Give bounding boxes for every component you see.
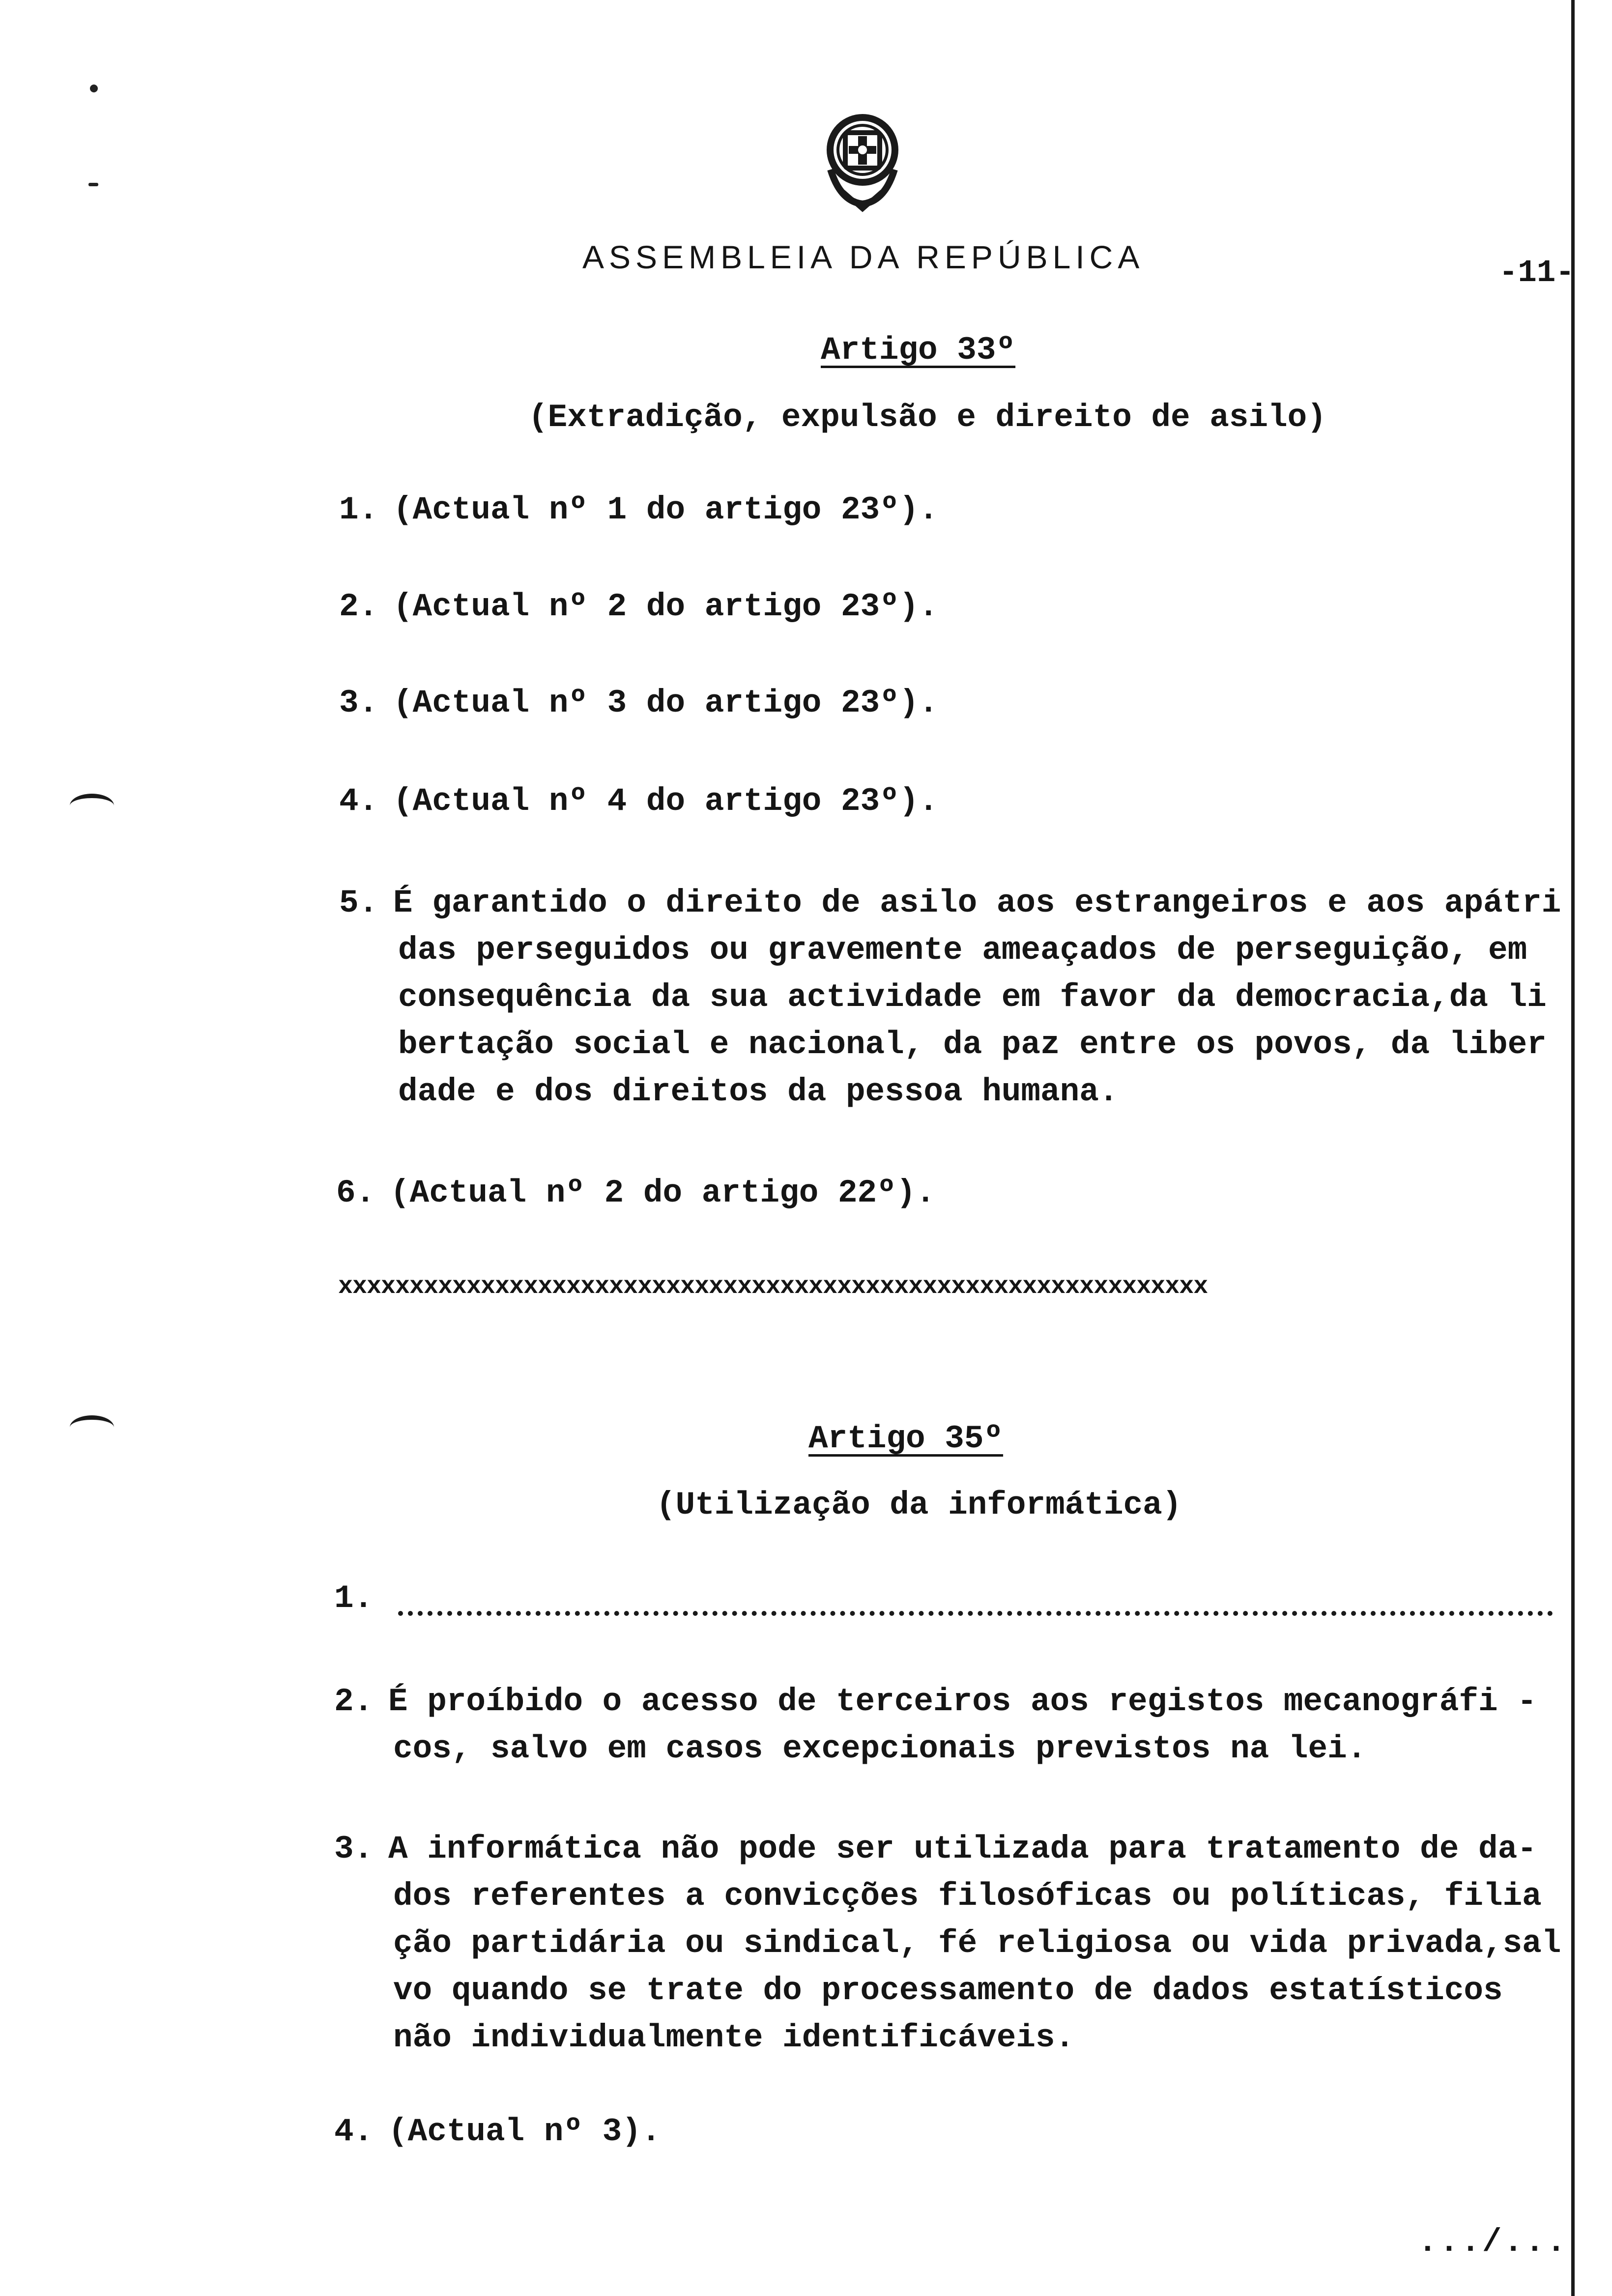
item-text: É garantido o direito de asilo aos estrangeiros e aos apátri [393, 885, 1561, 921]
item-number: 3. [339, 685, 378, 721]
item-text: dade e dos direitos da pessoa humana. [398, 1073, 1119, 1110]
item-text: bertação social e nacional, da paz entre os povos, da liber [398, 1026, 1547, 1063]
item-text: cos, salvo em casos excepcionais previstos na lei. [393, 1730, 1367, 1767]
article-33-item-5 [339, 880, 1561, 1116]
scan-speck [88, 183, 98, 186]
item-text: dos referentes a convicções filosóficas ou políticas, filia [393, 1878, 1542, 1915]
item-text: (Actual nº 1 do artigo 23º). [393, 491, 938, 528]
item-text: das perseguidos ou gravemente ameaçados de perseguição, em [398, 932, 1527, 969]
item-text: É proíbido o acesso de terceiros aos registos mecanográfi - [388, 1683, 1537, 1720]
article-33-item-1 [339, 487, 938, 534]
item-number: 3. [334, 1831, 374, 1867]
item-number: 4. [339, 783, 378, 820]
article-33-item-6 [336, 1170, 935, 1217]
article-35-item-1 [334, 1575, 388, 1622]
continuation-mark: .../... [1418, 2224, 1568, 2261]
item-number: 6. [336, 1175, 375, 1211]
item-text: consequência da sua actividade em favor da democracia,da li [398, 979, 1547, 1016]
article-35-item-4 [334, 2108, 661, 2155]
item-text: ção partidária ou sindical, fé religiosa ou vida privada,sal [393, 1925, 1561, 1962]
item-text: (Actual nº 3 do artigo 23º). [393, 685, 938, 721]
item-text: A informática não pode ser utilizada para tratamento de da- [388, 1831, 1537, 1867]
item-number: 2. [339, 588, 378, 625]
article-33-item-4 [339, 778, 938, 825]
dotted-leader [398, 1607, 1553, 1616]
item-text: (Actual nº 4 do artigo 23º). [393, 783, 938, 820]
article-33-item-2 [339, 583, 938, 631]
article-35-item-3 [334, 1826, 1561, 2062]
item-number: 2. [334, 1683, 374, 1720]
item-text: não individualmente identificáveis. [393, 2019, 1075, 2056]
institution-title: ASSEMBLEIA DA REPÚBLICA [582, 239, 1145, 275]
item-text: (Actual nº 3). [388, 2113, 661, 2150]
page-number: -11- [1499, 256, 1575, 291]
separator-line: xxxxxxxxxxxxxxxxxxxxxxxxxxxxxxxxxxxxxxxxxxxxxxxxxxxxxxxxxxxxx [338, 1273, 1208, 1301]
item-number: 1. [334, 1580, 374, 1617]
article-33-title: Artigo 33º [821, 332, 1016, 369]
portuguese-coat-of-arms-icon [816, 111, 909, 214]
item-number: 5. [339, 885, 378, 921]
punch-hole-mark [70, 1415, 114, 1439]
item-text: (Actual nº 2 do artigo 23º). [393, 588, 938, 625]
article-35-subtitle: (Utilização da informática) [656, 1487, 1182, 1523]
article-35-item-2 [334, 1678, 1537, 1773]
item-text: (Actual nº 2 do artigo 22º). [390, 1175, 935, 1211]
article-33-subtitle: (Extradição, expulsão e direito de asilo) [528, 399, 1326, 436]
item-text: vo quando se trate do processamento de dados estatísticos [393, 1972, 1503, 2009]
right-margin-rule [1571, 0, 1575, 2296]
article-33-item-3 [339, 680, 938, 727]
item-number: 4. [334, 2113, 374, 2150]
scan-speck [90, 85, 98, 92]
item-number: 1. [339, 491, 378, 528]
punch-hole-mark [70, 794, 114, 818]
article-35-title: Artigo 35º [808, 1420, 1004, 1457]
